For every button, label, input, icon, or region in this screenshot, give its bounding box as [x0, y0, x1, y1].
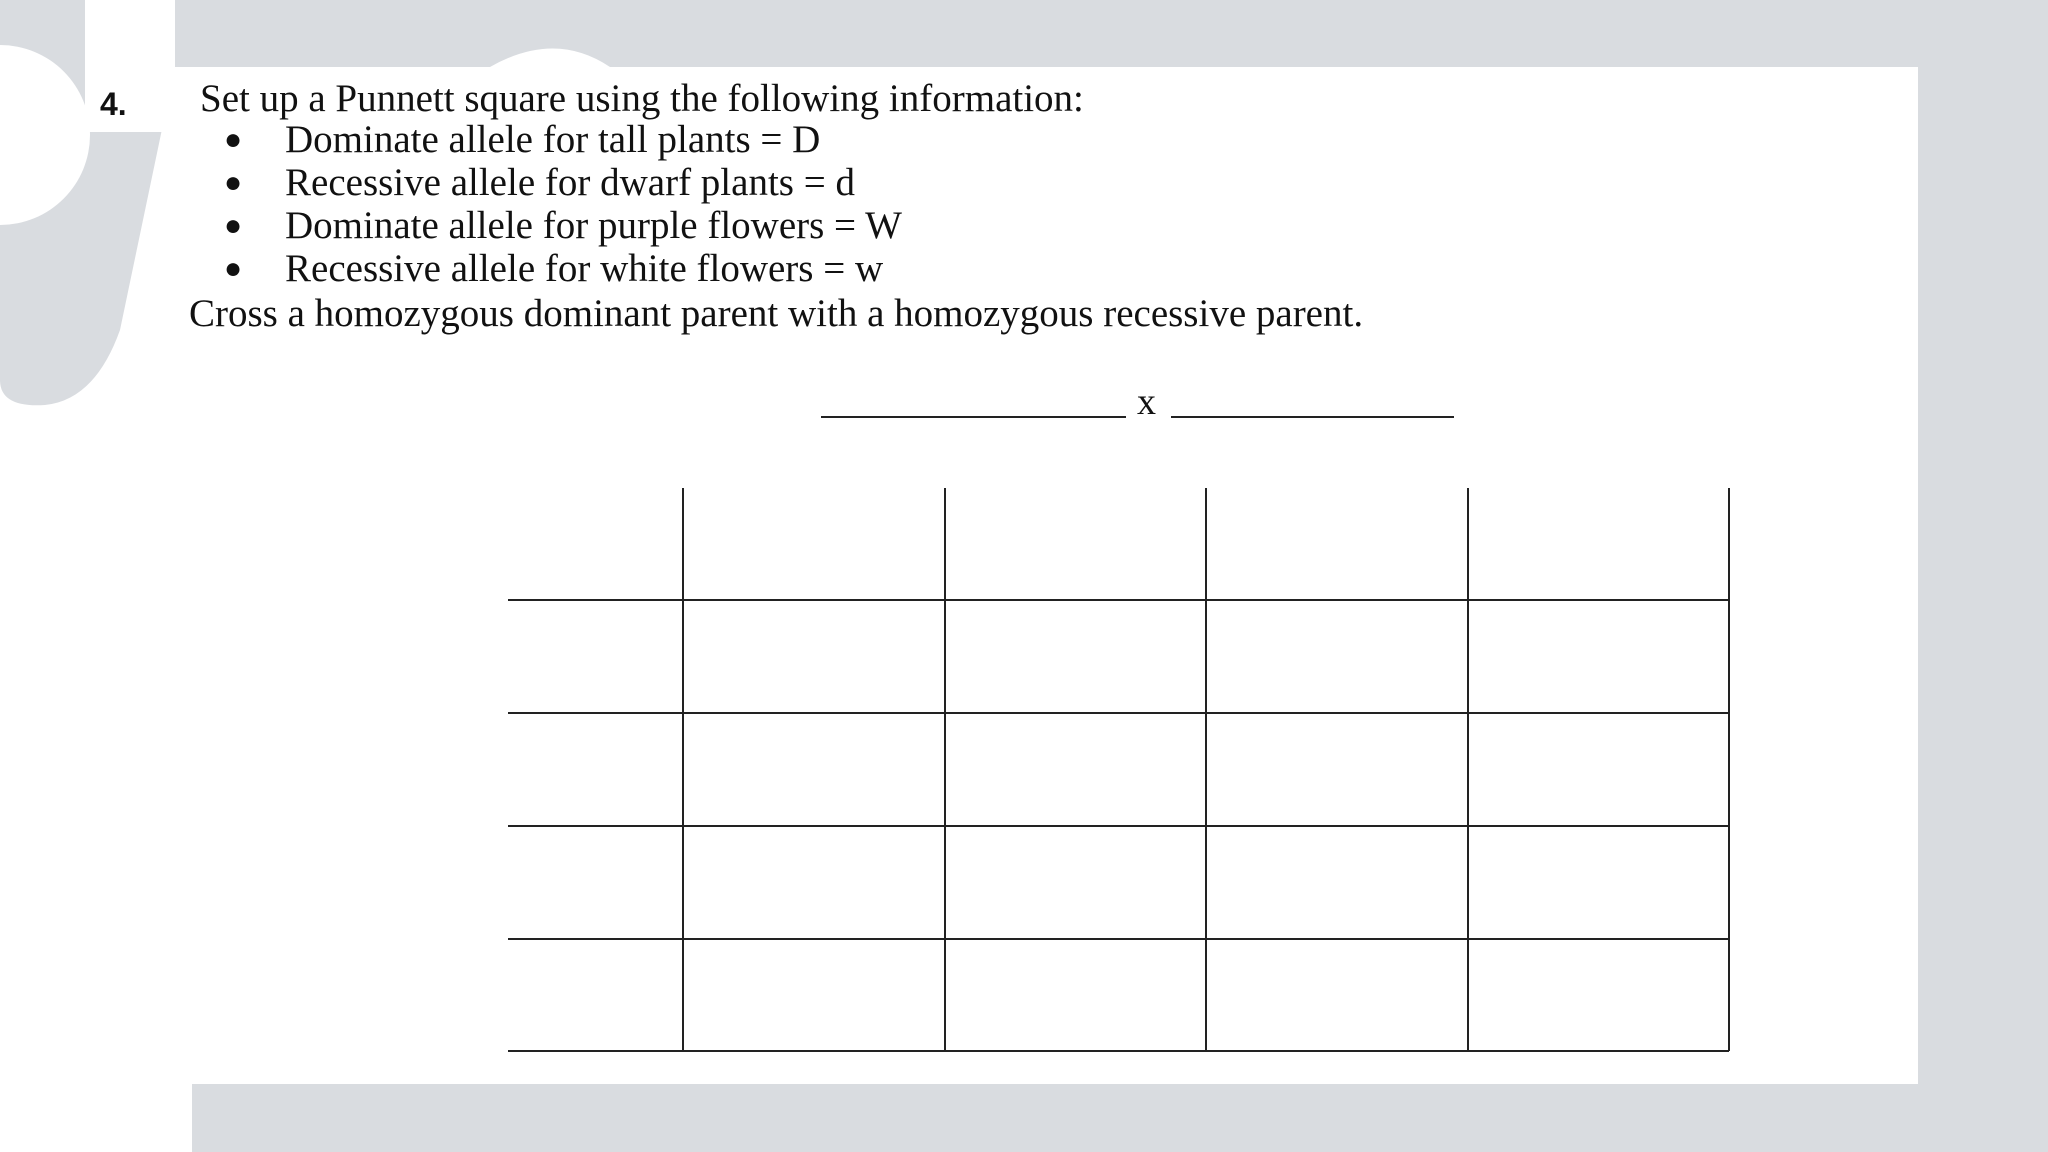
question-number: 4. [100, 86, 127, 122]
allele-text: Recessive allele for dwarf plants = d [285, 161, 855, 204]
punnett-square-grid [508, 486, 1732, 1054]
punnett-cell[interactable] [947, 941, 1204, 1049]
bullet-icon: ● [224, 252, 243, 285]
punnett-cell[interactable] [510, 828, 681, 937]
punnett-cell[interactable] [1208, 602, 1466, 711]
bullet-icon: ● [224, 166, 243, 199]
punnett-cell[interactable] [685, 490, 943, 598]
punnett-cell[interactable] [685, 715, 943, 824]
punnett-cell[interactable] [947, 715, 1204, 824]
bullet-icon: ● [224, 209, 243, 242]
parent-2-blank[interactable] [1171, 416, 1454, 418]
punnett-cell[interactable] [510, 715, 681, 824]
punnett-cell[interactable] [1208, 941, 1466, 1049]
punnett-cell[interactable] [1470, 715, 1727, 824]
punnett-cell[interactable] [685, 941, 943, 1049]
background-shape [85, 0, 175, 132]
punnett-cell[interactable] [947, 602, 1204, 711]
parent-1-blank[interactable] [821, 416, 1126, 418]
punnett-cell[interactable] [1470, 828, 1727, 937]
allele-text: Recessive allele for white flowers = w [285, 247, 884, 290]
punnett-cell[interactable] [685, 602, 943, 711]
allele-text: Dominate allele for tall plants = D [285, 118, 821, 161]
allele-text: Dominate allele for purple flowers = W [285, 204, 902, 247]
punnett-cell[interactable] [1208, 715, 1466, 824]
punnett-cell[interactable] [1208, 828, 1466, 937]
punnett-cell[interactable] [510, 941, 681, 1049]
background-shape [0, 0, 2048, 67]
punnett-cell[interactable] [1470, 602, 1727, 711]
punnett-cell[interactable] [1470, 941, 1727, 1049]
punnett-cell[interactable] [1208, 490, 1466, 598]
cross-symbol: x [1137, 381, 1156, 423]
punnett-cell[interactable] [1470, 490, 1727, 598]
punnett-cell[interactable] [947, 828, 1204, 937]
punnett-cell[interactable] [947, 490, 1204, 598]
punnett-cell[interactable] [510, 602, 681, 711]
background-shape [1918, 0, 2048, 1152]
punnett-cell[interactable] [685, 828, 943, 937]
cross-instruction: Cross a homozygous dominant parent with a homozygous recessive parent. [189, 292, 1364, 335]
background-shape [1020, 1084, 1175, 1152]
question-intro: Set up a Punnett square using the following information: [200, 77, 1084, 120]
bullet-icon: ● [224, 123, 243, 156]
